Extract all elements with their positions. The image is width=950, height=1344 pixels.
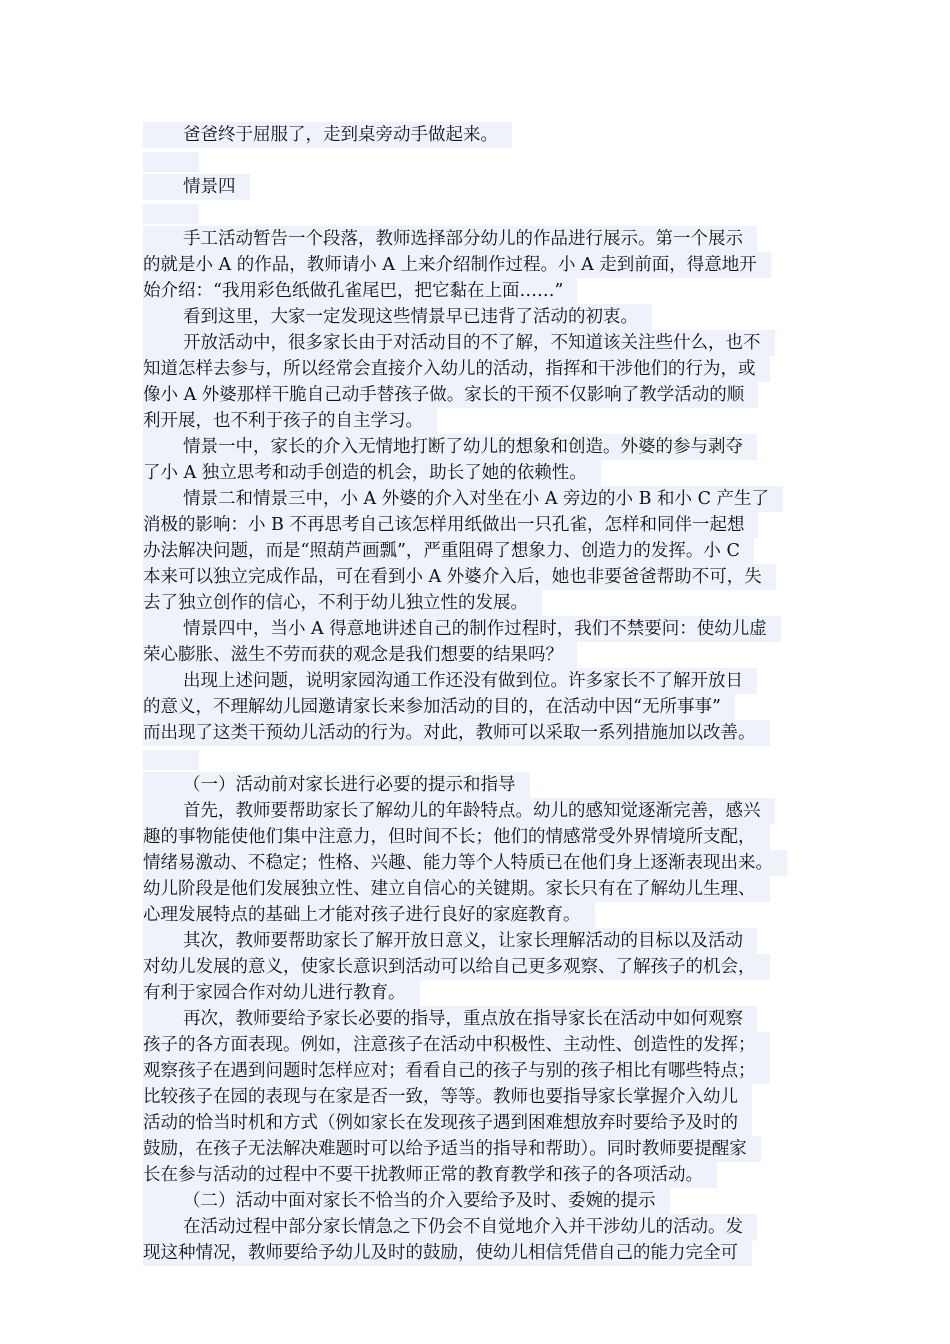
line-text: 长在参与活动的过程中不要干扰教师正常的教育教学和孩子的各项活动。 — [143, 1162, 717, 1188]
line-text: 现这种情况，教师要给予幼儿及时的鼓励，使幼儿相信凭借自己的能力完全可 — [143, 1240, 752, 1266]
text-line — [143, 382, 825, 408]
line-text: 再次，教师要给予家长必要的指导，重点放在指导家长在活动中如何观察 — [143, 1006, 757, 1032]
text-line — [143, 772, 825, 798]
line-text: 知道怎样去参与，所以经常会直接介入幼儿的活动，指挥和干涉他们的行为，或 — [143, 356, 770, 382]
line-text: 趣的事物能使他们集中注意力，但时间不长；他们的情感常受外界情境所支配， — [143, 824, 770, 850]
line-text: 有利于家园合作对幼儿进行教育。 — [143, 980, 420, 1006]
line-text: 心理发展特点的基础上才能对孩子进行良好的家庭教育。 — [143, 902, 595, 928]
document-body — [143, 122, 825, 1266]
text-line — [143, 1084, 825, 1110]
text-line — [143, 824, 825, 850]
line-text: 活动的恰当时机和方式（例如家长在发现孩子遇到困难想放弃时要给予及时的 — [143, 1110, 752, 1136]
blank-line — [143, 746, 825, 772]
line-text — [143, 204, 199, 224]
text-line — [143, 1240, 825, 1266]
line-text: 比较孩子在园的表现与在家是否一致，等等。教师也要指导家长掌握介入幼儿 — [143, 1084, 752, 1110]
text-line — [143, 1162, 825, 1188]
text-line — [143, 954, 825, 980]
line-text: （二）活动中面对家长不恰当的介入要给予及时、委婉的提示 — [143, 1188, 670, 1214]
text-line — [143, 980, 825, 1006]
line-text: 鼓励，在孩子无法解决难题时可以给予适当的指导和帮助）。同时教师要提醒家 — [143, 1136, 761, 1162]
line-text: 观察孩子在遇到问题时怎样应对；看看自己的孩子与别的孩子相比有哪些特点； — [143, 1058, 770, 1084]
line-text: 利开展，也不利于孩子的自主学习。 — [143, 408, 437, 434]
line-text: 始介绍：“我用彩色纸做孔雀尾巴，把它黏在上面……” — [143, 278, 577, 304]
text-line — [143, 356, 825, 382]
line-text: 而出现了这类干预幼儿活动的行为。对此，教师可以采取一系列措施加以改善。 — [143, 720, 770, 746]
line-text: 本来可以独立完成作品，可在看到小 A 外婆介入后，她也非要爸爸帮助不可，失 — [143, 564, 776, 590]
text-line — [143, 460, 825, 486]
text-line — [143, 408, 825, 434]
line-text: 荣心膨胀、滋生不劳而获的观念是我们想要的结果吗？ — [143, 642, 577, 668]
line-text: 情景四 — [143, 174, 250, 200]
text-line — [143, 850, 825, 876]
blank-line — [143, 148, 825, 174]
text-line — [143, 1110, 825, 1136]
line-text: 情景四中，当小 A 得意地讲述自己的制作过程时，我们不禁要问：使幼儿虚 — [143, 616, 781, 642]
line-text — [143, 750, 199, 770]
text-line — [143, 252, 825, 278]
line-text: 的就是小 A 的作品，教师请小 A 上来介绍制作过程。小 A 走到前面，得意地开 — [143, 252, 771, 278]
line-text: 情景二和情景三中，小 A 外婆的介入对坐在小 A 旁边的小 B 和小 C 产生了 — [143, 486, 783, 512]
line-text: 消极的影响：小 B 不再思考自己该怎样用纸做出一只孔雀，怎样和同伴一起想 — [143, 512, 758, 538]
line-text: 情景一中，家长的介入无情地打断了幼儿的想象和创造。外婆的参与剥夺 — [143, 434, 757, 460]
text-line — [143, 226, 825, 252]
text-line — [143, 616, 825, 642]
text-line — [143, 1214, 825, 1240]
line-text: 的意义，不理解幼儿园邀请家长来参加活动的目的，在活动中因“无所事事” — [143, 694, 735, 720]
text-line — [143, 902, 825, 928]
line-text: 开放活动中，很多家长由于对活动目的不了解，不知道该关注些什么，也不 — [143, 330, 775, 356]
line-text: （一）活动前对家长进行必要的提示和指导 — [143, 772, 530, 798]
text-line — [143, 512, 825, 538]
line-text: 爸爸终于屈服了，走到桌旁动手做起来。 — [143, 122, 512, 148]
line-text: 了小 A 独立思考和动手创造的机会，助长了她的依赖性。 — [143, 460, 601, 486]
text-line — [143, 876, 825, 902]
text-line — [143, 668, 825, 694]
blank-line — [143, 200, 825, 226]
line-text: 办法解决问题，而是“照葫芦画瓢”，严重阻碍了想象力、创造力的发挥。小 C — [143, 538, 754, 564]
line-text: 对幼儿发展的意义，使家长意识到活动可以给自己更多观察、了解孩子的机会， — [143, 954, 770, 980]
line-text: 在活动过程中部分家长情急之下仍会不自觉地介入并干涉幼儿的活动。发 — [143, 1214, 757, 1240]
text-line — [143, 1006, 825, 1032]
text-line — [143, 1032, 825, 1058]
line-text: 去了独立创作的信心，不利于幼儿独立性的发展。 — [143, 590, 542, 616]
text-line — [143, 928, 825, 954]
line-text: 像小 A 外婆那样干脆自己动手替孩子做。家长的干预不仅影响了教学活动的顺 — [143, 382, 758, 408]
line-text: 首先，教师要帮助家长了解幼儿的年龄特点。幼儿的感知觉逐渐完善，感兴 — [143, 798, 775, 824]
line-text: 出现上述问题，说明家园沟通工作还没有做到位。许多家长不了解开放日 — [143, 668, 757, 694]
text-line — [143, 1136, 825, 1162]
text-line — [143, 1188, 825, 1214]
line-text: 看到这里，大家一定发现这些情景早已违背了活动的初衷。 — [143, 304, 652, 330]
text-line — [143, 720, 825, 746]
line-text — [143, 152, 199, 172]
text-line — [143, 486, 825, 512]
line-text: 其次，教师要帮助家长了解开放日意义，让家长理解活动的目标以及活动 — [143, 928, 757, 954]
text-line — [143, 564, 825, 590]
line-text: 幼儿阶段是他们发展独立性、建立自信心的关键期。家长只有在了解幼儿生理、 — [143, 876, 770, 902]
text-line — [143, 590, 825, 616]
text-line — [143, 278, 825, 304]
text-line — [143, 642, 825, 668]
line-text: 手工活动暂告一个段落，教师选择部分幼儿的作品进行展示。第一个展示 — [143, 226, 757, 252]
line-text: 情绪易激动、不稳定；性格、兴趣、能力等个人特质已在他们身上逐渐表现出来。 — [143, 850, 787, 876]
text-line — [143, 330, 825, 356]
line-text: 孩子的各方面表现。例如，注意孩子在活动中积极性、主动性、创造性的发挥； — [143, 1032, 770, 1058]
text-line — [143, 434, 825, 460]
text-line — [143, 174, 825, 200]
text-line — [143, 1058, 825, 1084]
text-line — [143, 122, 825, 148]
text-line — [143, 304, 825, 330]
text-line — [143, 538, 825, 564]
text-line — [143, 798, 825, 824]
text-line — [143, 694, 825, 720]
